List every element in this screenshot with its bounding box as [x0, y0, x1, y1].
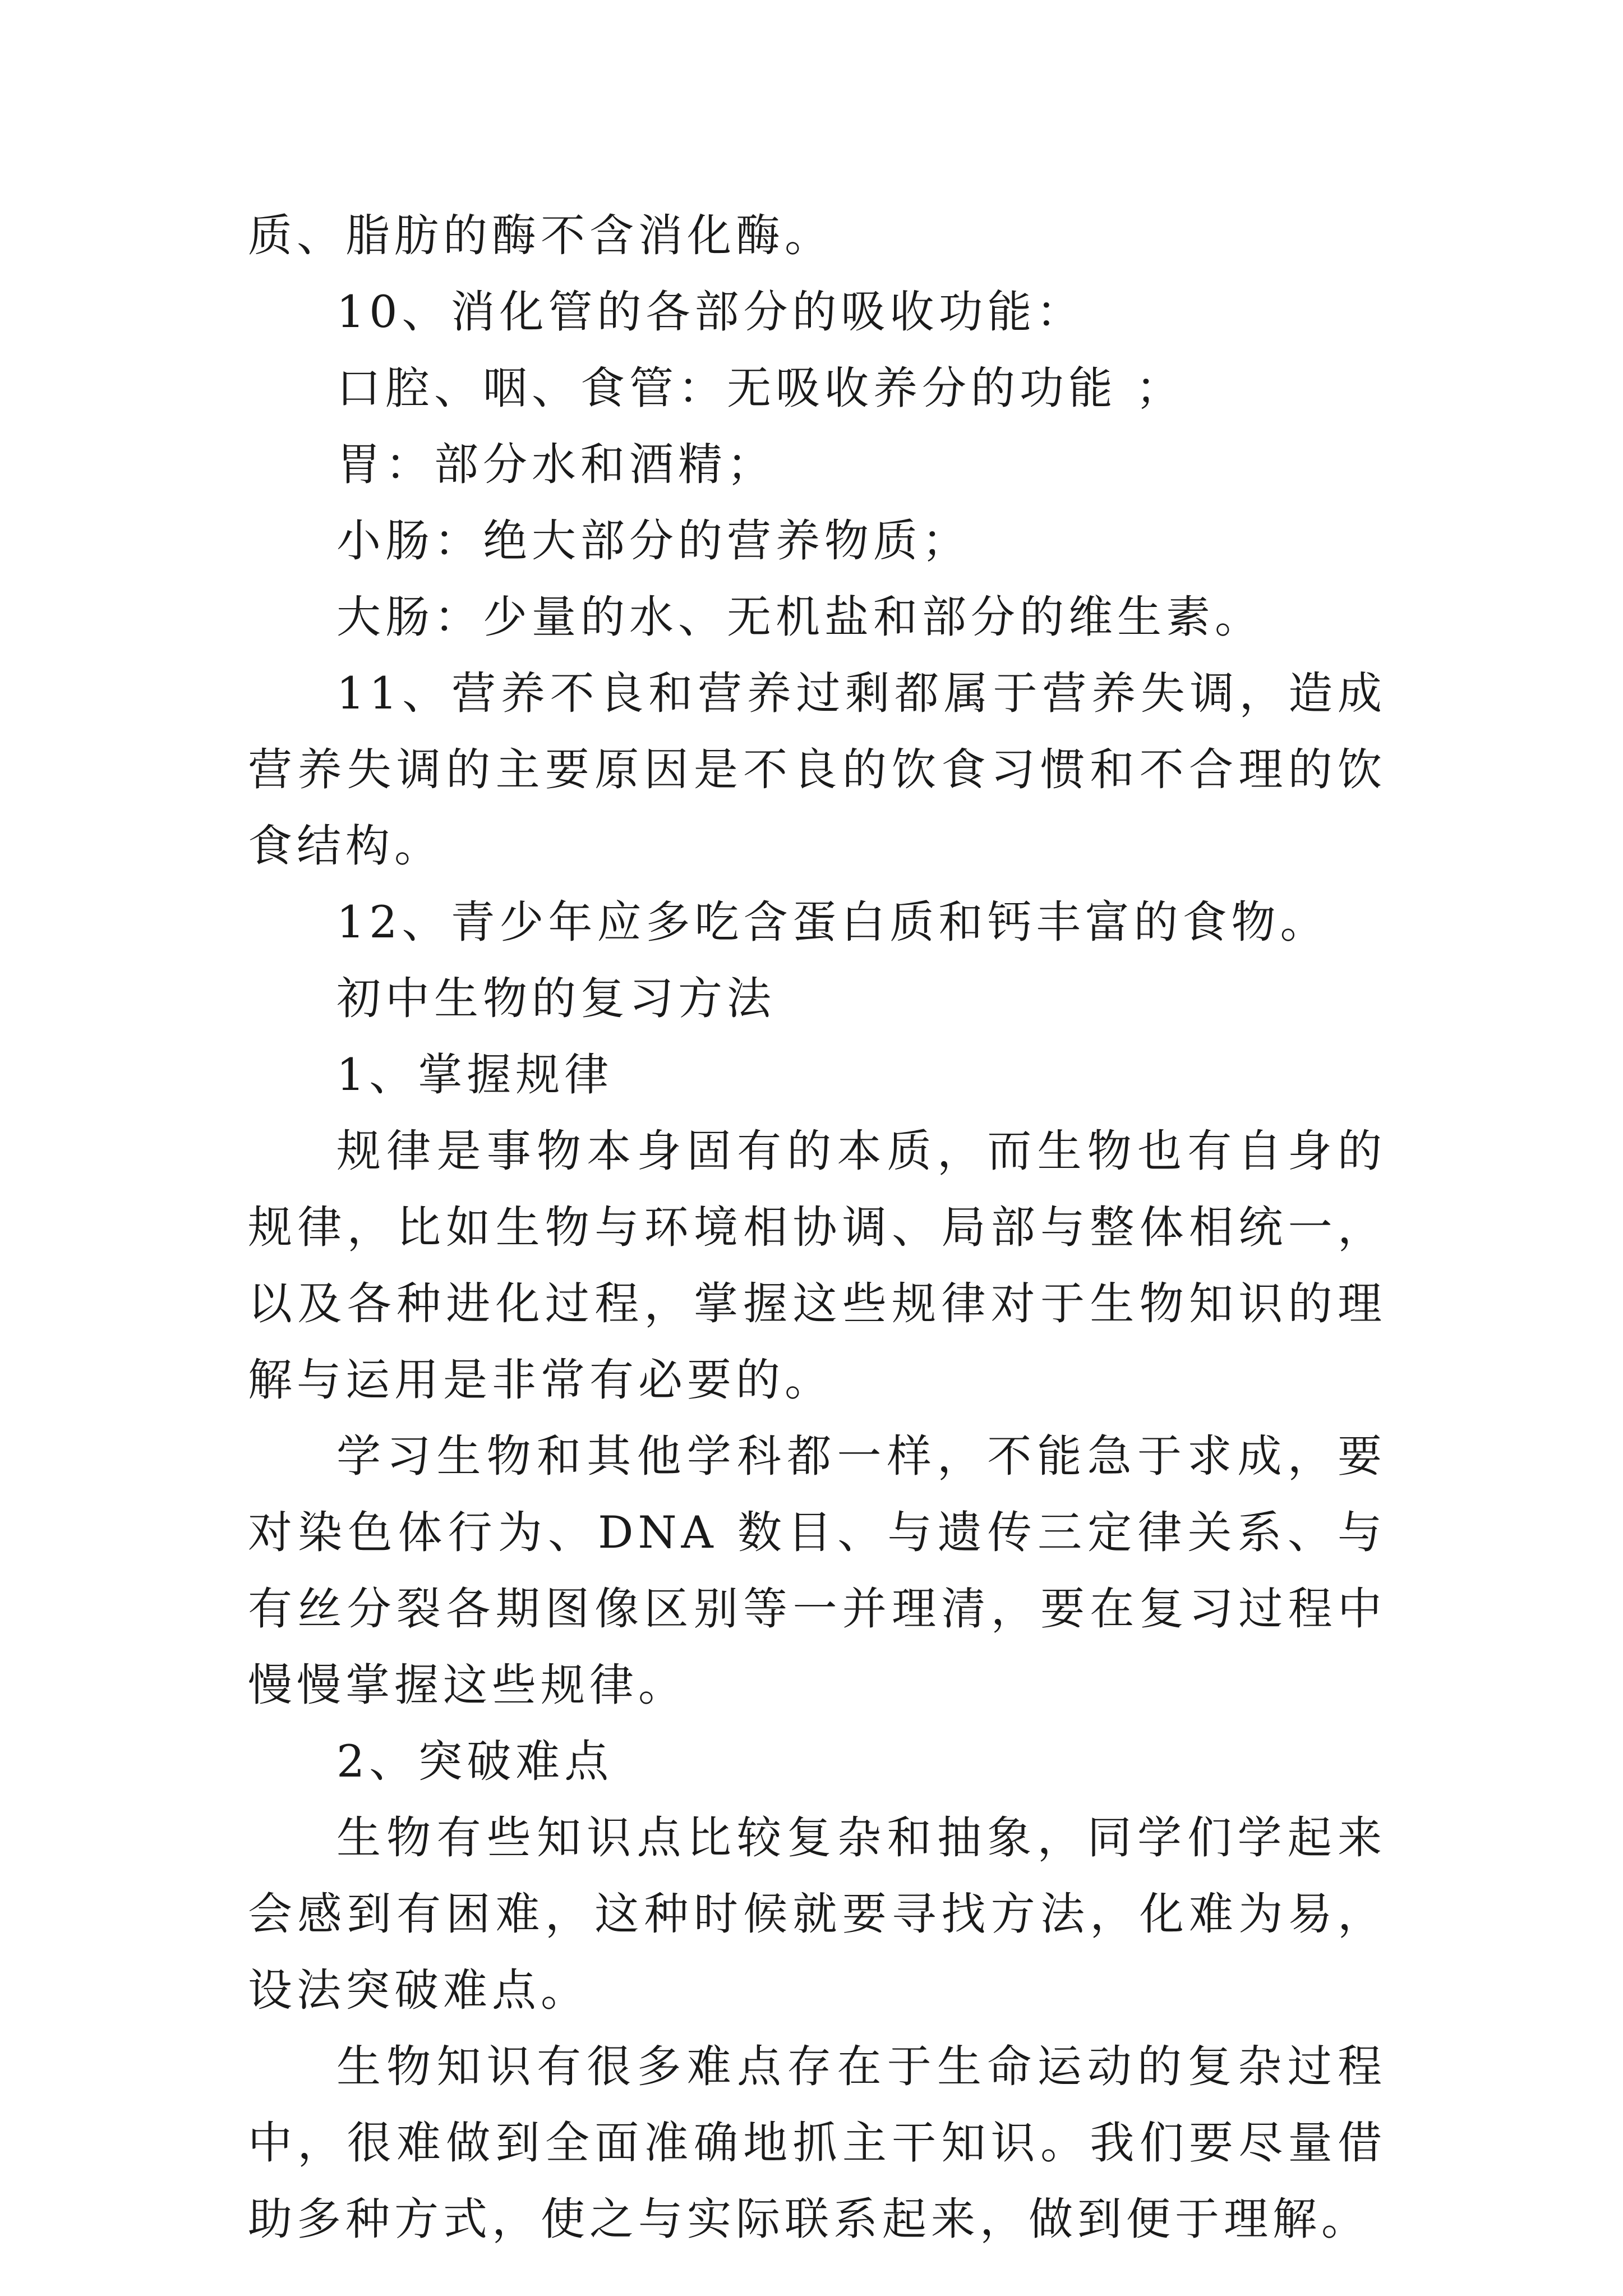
paragraph-1: 质、脂肪的酶不含消化酶。 — [248, 210, 833, 261]
paragraph-4: 胃：部分水和酒精； — [336, 439, 776, 490]
subheading-1: 1、掌握规律 — [336, 1049, 614, 1101]
paragraph-3: 口腔、咽、食管：无吸收养分的功能 ； — [336, 362, 1185, 414]
document-body — [248, 197, 1386, 2257]
paragraph-5: 小肠：绝大部分的营养物质； — [336, 515, 971, 567]
paragraph-8: 12、青少年应多吃含蛋白质和钙丰富的食物。 — [336, 896, 1329, 948]
paragraph-15: 生物知识有很多难点存在于生命运动的复杂过程中，很难做到全面准确地抓主干知识。我们要尽量借助多种方式，使之与实际联系起来，做到便于理解。 — [248, 2041, 1386, 2245]
paragraph-11: 规律是事物本身固有的本质，而生物也有自身的规律，比如生物与环境相协调、局部与整体相统一，以及各种进化过程，掌握这些规律对于生物知识的理解与运用是非常有必要的。 — [248, 1125, 1386, 1406]
section-heading: 初中生物的复习方法 — [336, 973, 776, 1024]
paragraph-12: 学习生物和其他学科都一样，不能急于求成，要对染色体行为、DNA 数目、与遗传三定律关系、与有丝分裂各期图像区别等一并理清，要在复习过程中慢慢掌握这些规律。 — [248, 1430, 1386, 1711]
paragraph-14: 生物有些知识点比较复杂和抽象，同学们学起来会感到有困难，这种时候就要寻找方法，化难为易，设法突破难点。 — [248, 1812, 1386, 2016]
paragraph-6: 大肠：少量的水、无机盐和部分的维生素。 — [336, 591, 1264, 643]
paragraph-2: 10、消化管的各部分的吸收功能： — [336, 286, 1085, 338]
subheading-2: 2、突破难点 — [336, 1736, 614, 1787]
paragraph-7: 11、营养不良和营养过剩都属于营养失调，造成营养失调的主要原因是不良的饮食习惯和不合理的饮食结构。 — [248, 668, 1386, 872]
